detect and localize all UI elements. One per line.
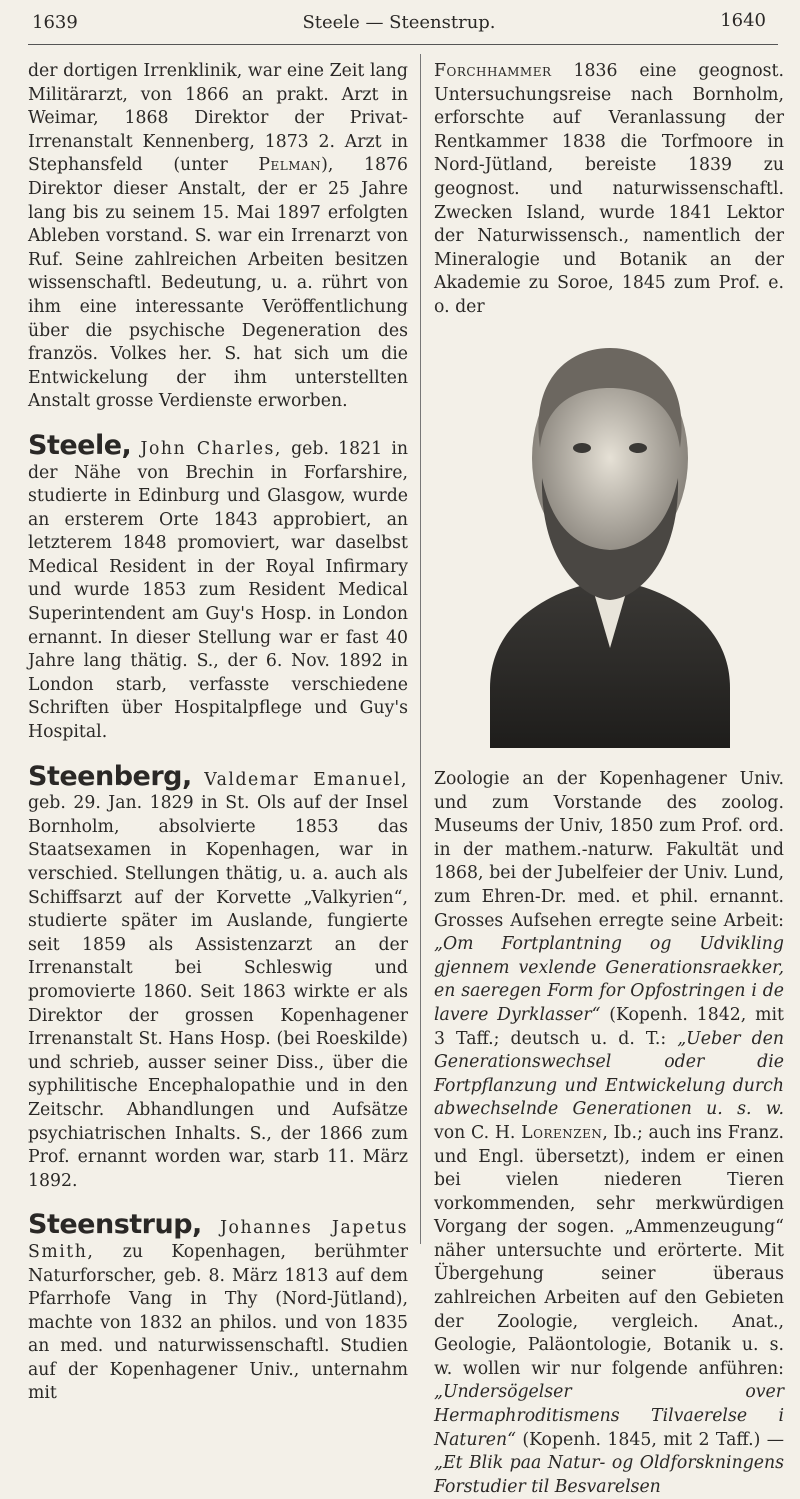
right-column-bottom bbox=[434, 768, 784, 1499]
running-header bbox=[32, 10, 766, 44]
continued-entry: der dortigen Irrenklinik, war eine Zeit lang Militärarzt, von 1866 an prakt. Arzt in Weimar, 1868 Direktor der Privat-Irrenanstalt Kennenberg, 1873 2. Arzt in Stephansfeld (unter Pelman), 1876 Direktor dieser Anstalt, der er 25 Jahre lang bis zu seinem 15. Mai 1897 erfolgten Ableben vorstand. S. war ein Irrenarzt von Ruf. Seine zahlreichen Arbeiten besitzen wissenschaftl. Bedeutung, u. a. rührt von ihm eine interessante Veröffentlichung über die psychische Degeneration des französ. Volkes her. S. hat sich um die Entwickelung der ihm unterstellten Anstalt grosse Verdienste erworben. bbox=[28, 61, 408, 412]
portrait-engraving bbox=[480, 268, 740, 748]
right-eye-shape bbox=[629, 443, 647, 453]
entry-steenstrup: Steenstrup, Johannes Japetus Smith, zu Kopenhagen, berühmter Naturforscher, geb. 8. März 1813 auf dem Pfarrhofe Vang in Thy (Nord-Jütland), machte von 1832 an philos. und von 1835 an med. und naturwissenschaftl. Studien auf der Kopenhagener Univ., unternahm mit bbox=[28, 1209, 409, 1404]
column-divider bbox=[420, 54, 421, 1244]
entry-headword: Steenstrup, bbox=[28, 1209, 202, 1241]
entry-steenberg: Steenberg, Valdemar Emanuel, geb. 29. Jan. 1829 in St. Ols auf der Insel Bornholm, absolvierte 1853 das Staatsexamen in Kopenhagen, war in verschied. Stellungen thätig, u. a. auch als Schiffsarzt auf der Korvette „Valkyrien“, studierte später im Auslande, fungierte seit 1859 als Assistenzarzt an der Irrenanstalt bei Schleswig und promovierte 1860. Seit 1863 wirkte er als Direktor der grossen Kopenhagener Irrenanstalt St. Hans Hosp. (bei Roeskilde) und schrieb, ausser seiner Diss., über die syphilitische Encephalopathie und in den Zeitschr. Abhandlungen und Aufsätze psychiatrischen Inhalts. S., der 1866 zum Prof. ernannt worden war, starb 11. März 1892. bbox=[28, 760, 408, 1191]
entry-steele: Steele, John Charles, geb. 1821 in der Nähe von Brechin in Forfarshire, studierte in Edinburg und Glasgow, wurde an ersterem Orte 1843 approbiert, an letzterem 1848 promoviert, war daselbst Medical Resident in der Royal Infirmary und wurde 1853 zum Resident Medical Superintendent am Guy's Hosp. in London ernannt. In dieser Stellung war er fast 40 Jahre lang thätig. S., der 6. Nov. 1892 in London starb, verfasste verschiedene Schriften über Hospitalpflege und Guy's Hospital. bbox=[28, 429, 408, 743]
running-title: Steele — Steenstrup. bbox=[302, 12, 496, 33]
left-column bbox=[28, 60, 408, 1406]
header-rule bbox=[28, 44, 778, 45]
steenstrup-career: Zoologie an der Kopenhagener Univ. und zum Vorstande des zoolog. Museums der Univ, 1850 zum Prof. ord. in der mathem.-naturw. Fakultät und 1868, bei der Jubelfeier der Univ. Lund, zum Ehren-Dr. med. et phil. ernannt. Grosses Aufsehen erregte seine Arbeit: „Om Fortplantning og Udvikling gjennem vexlende Generationsraekker, en saeregen Form for Opfostringen i de lavere Dyrklasser“ (Kopenh. 1842, mit 3 Taff.; deutsch u. d. T.: „Ueber den Generationswechsel oder die Fortpflanzung und Entwickelung durch abwechselnde Generationen u. s. w. von C. H. Lorenzen, Ib.; auch ins Franz. und Engl. übersetzt), indem er einen bei vielen niederen Tieren vorkommenden, sehr merkwürdigen Vorgang der sogen. „Ammenzeugung“ näher untersuchte und erörterte. Mit Übergehung seiner überaus zahlreichen Arbeiten auf den Gebieten der Zoologie, vergleich. Anat., Geologie, Paläontologie, Botanik u. s. w. wollen wir nur folgende anführen: „Undersögelser over Hermaphroditismens Tilvaerelse i Naturen“ (Kopenh. 1845, mit 2 Taff.) — „Et Blik paa Natur- og Oldforskningens Forstudier til Besvarelsen bbox=[434, 769, 784, 1497]
left-eye-shape bbox=[573, 443, 591, 453]
right-page-number: 1640 bbox=[720, 10, 766, 31]
entry-headword: Steele, bbox=[28, 429, 132, 461]
entry-headword: Steenberg, bbox=[28, 760, 192, 792]
steenstrup-continued: Forchhammer 1836 eine geognost. Untersuchungsreise nach Bornholm, erforschte auf Veranlassung der Rentkammer 1838 die Torfmoore in Nord-Jütland, bereiste 1839 zu geognost. und naturwissenschaftl. Zwecken Island, wurde 1841 Lektor der Naturwissensch., namentlich der Mineralogie und Botanik an der Akademie zu Soroe, 1845 zum Prof. e. o. der bbox=[434, 61, 784, 317]
left-page-number: 1639 bbox=[32, 12, 78, 33]
